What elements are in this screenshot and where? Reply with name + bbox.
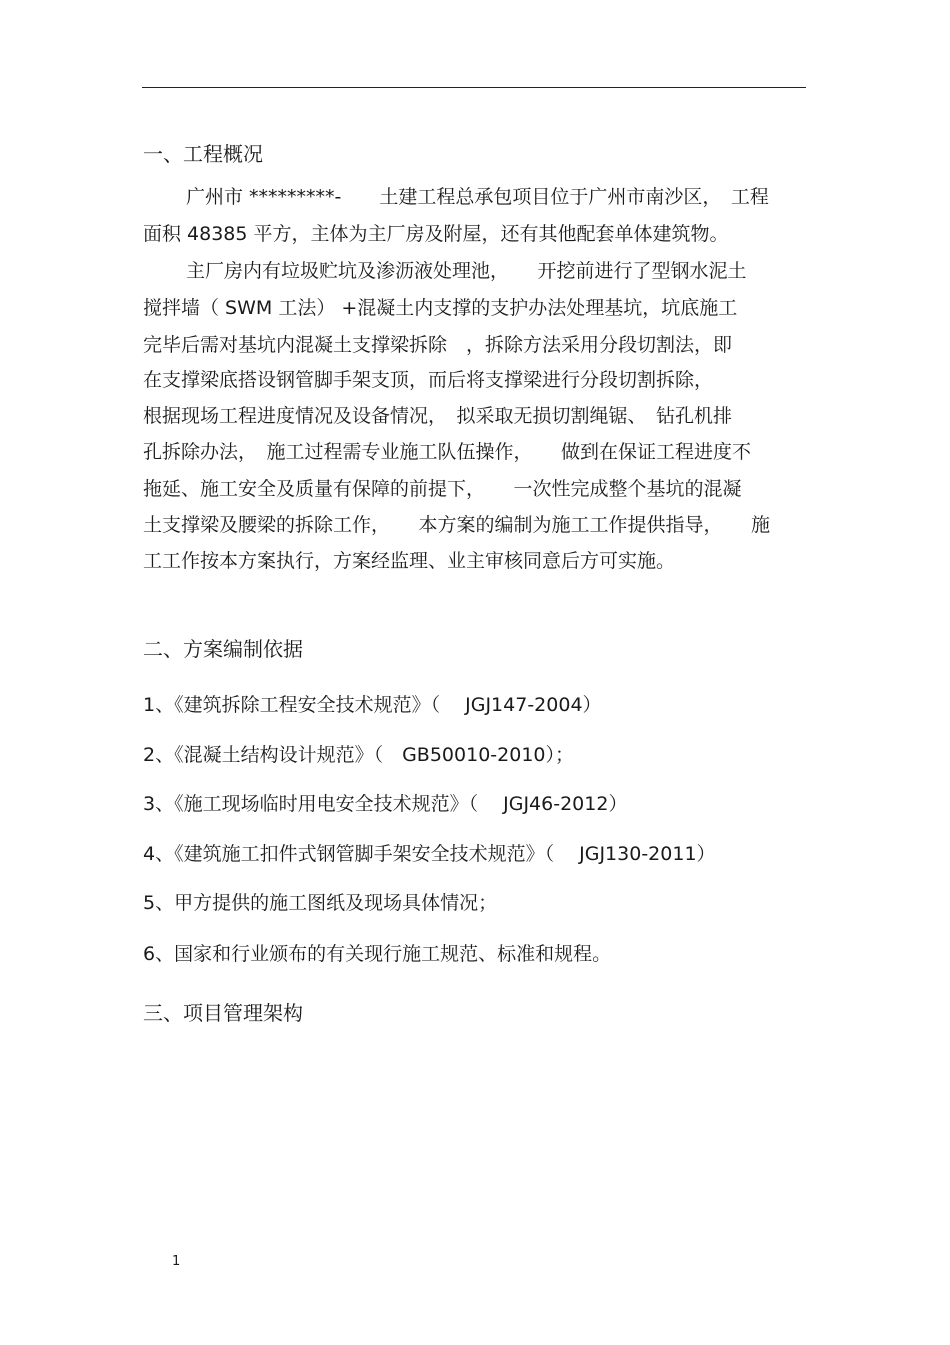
paragraph-line: 土支撑梁及腰梁的拆除工作， 本方案的编制为施工工作提供指导， 施 <box>143 514 771 536</box>
paragraph-line: 工工作按本方案执行，方案经监理、业主审核同意后方可实施。 <box>143 550 676 572</box>
section-heading-management: 三、项目管理架构 <box>143 1001 303 1025</box>
paragraph-line: 面积 48385 平方，主体为主厂房及附屋，还有其他配套单体建筑物。 <box>143 223 729 245</box>
paragraph-line: 搅拌墙（ SWM 工法） +混凝土内支撑的支护办法处理基坑，坑底施工 <box>143 297 738 319</box>
reference-item: 3、《施工现场临时用电安全技术规范》（ JGJ46-2012） <box>143 793 628 815</box>
paragraph-line: 广州市 *********- 土建工程总承包项目位于广州市南沙区， 工程 <box>186 186 769 208</box>
reference-item: 1、《建筑拆除工程安全技术规范》（ JGJ147-2004） <box>143 694 602 716</box>
paragraph-line: 在支撑梁底搭设钢管脚手架支顶，而后将支撑梁进行分段切割拆除， <box>143 369 714 391</box>
section-heading-basis: 二、方案编制依据 <box>143 637 303 661</box>
page-number: 1 <box>172 1254 181 1269</box>
paragraph-line: 孔拆除办法， 施工过程需专业施工队伍操作， 做到在保证工程进度不 <box>143 441 752 463</box>
reference-item: 5、甲方提供的施工图纸及现场具体情况； <box>143 892 498 914</box>
reference-item: 4、《建筑施工扣件式钢管脚手架安全技术规范》（ JGJ130-2011） <box>143 843 716 865</box>
reference-item: 6、国家和行业颁布的有关现行施工规范、标准和规程。 <box>143 943 612 965</box>
paragraph-line: 主厂房内有垃圾贮坑及渗沥液处理池， 开挖前进行了型钢水泥土 <box>186 260 747 282</box>
section-heading-overview: 一、工程概况 <box>143 142 263 166</box>
paragraph-line: 完毕后需对基坑内混凝土支撑梁拆除 ，拆除方法采用分段切割法，即 <box>143 334 733 356</box>
header-rule <box>142 87 806 88</box>
paragraph-line: 根据现场工程进度情况及设备情况， 拟采取无损切割绳锯、 钻孔机排 <box>143 405 733 427</box>
paragraph-line: 拖延、施工安全及质量有保障的前提下， 一次性完成整个基坑的混凝 <box>143 478 742 500</box>
reference-item: 2、《混凝土结构设计规范》（ GB50010-2010）； <box>143 744 574 766</box>
